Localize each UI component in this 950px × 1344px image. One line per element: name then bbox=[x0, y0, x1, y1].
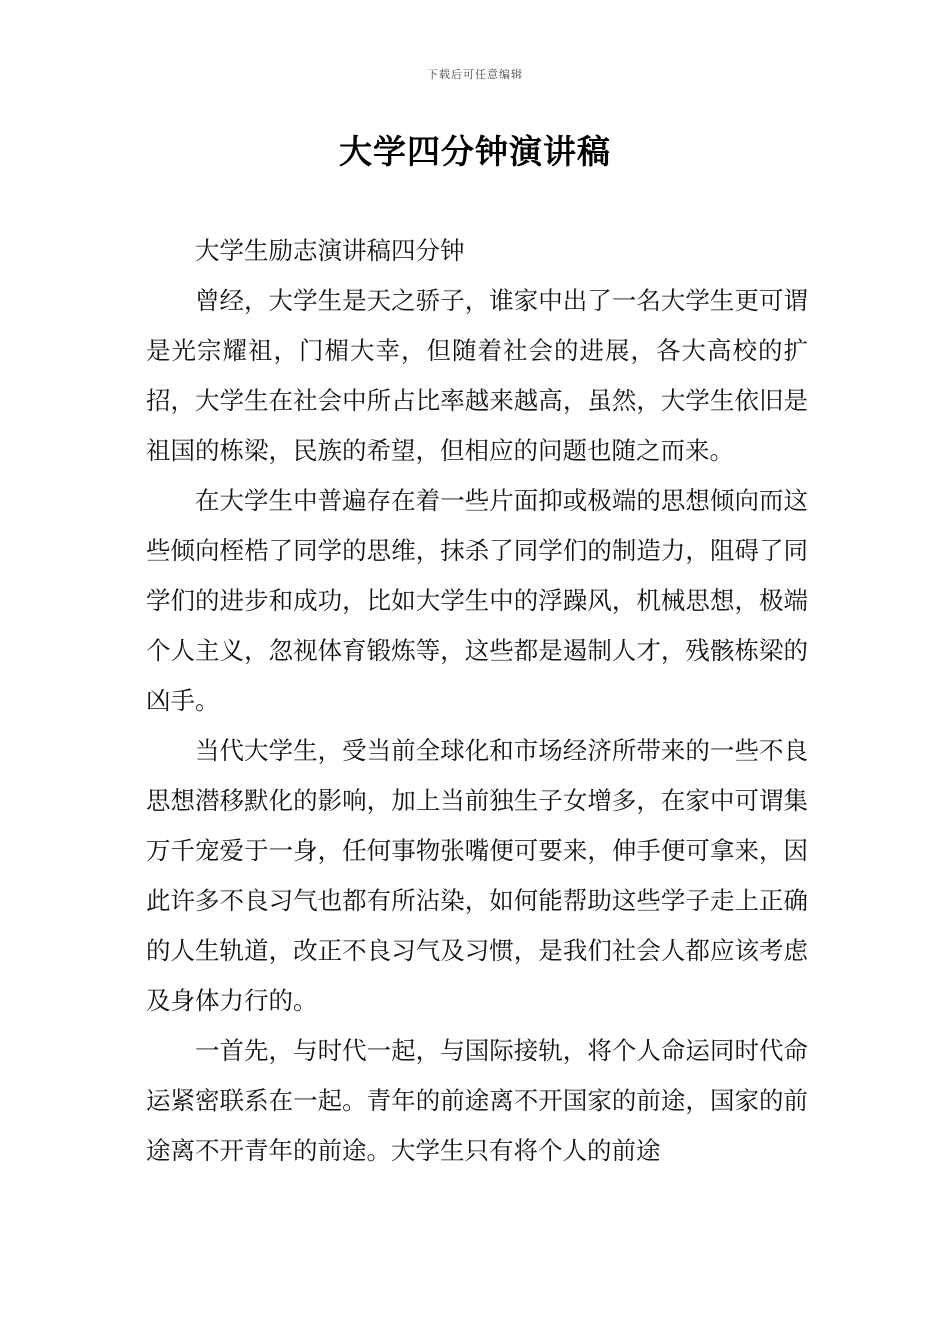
document-title: 大学四分钟演讲稿 bbox=[339, 132, 611, 171]
document-body bbox=[146, 226, 808, 1176]
paragraph: 在大学生中普遍存在着一些片面抑或极端的思想倾向而这些倾向桎梏了同学的思维，抹杀了同学们的制造力，阻碍了同学们的进步和成功，比如大学生中的浮躁风，机械思想，极端个人主义，忽视体育锻炼等，这些都是遏制人才，残骸栋梁的凶手。 bbox=[146, 486, 808, 715]
paragraph-subtitle: 大学生励志演讲稿四分钟 bbox=[195, 236, 465, 265]
paragraph: 曾经，大学生是天之骄子，谁家中出了一名大学生更可谓是光宗耀祖，门楣大幸，但随着社会的进展，各大高校的扩招，大学生在社会中所占比率越来越高，虽然，大学生依旧是祖国的栋梁，民族的希望，但相应的问题也随之而来。 bbox=[146, 286, 808, 465]
paragraph: 当代大学生，受当前全球化和市场经济所带来的一些不良思想潜移默化的影响，加上当前独生子女增多，在家中可谓集万千宠爱于一身，任何事物张嘴便可要来，伸手便可拿来，因此许多不良习气也都有所沾染，如何能帮助这些学子走上正确的人生轨道，改正不良习气及习惯，是我们社会人都应该考虑及身体力行的。 bbox=[146, 736, 808, 1015]
paragraph: 一首先，与时代一起，与国际接轨，将个人命运同时代命运紧密联系在一起。青年的前途离不开国家的前途，国家的前途离不开青年的前途。大学生只有将个人的前途 bbox=[146, 1036, 808, 1165]
header-note: 下载后可任意编辑 bbox=[427, 68, 523, 81]
